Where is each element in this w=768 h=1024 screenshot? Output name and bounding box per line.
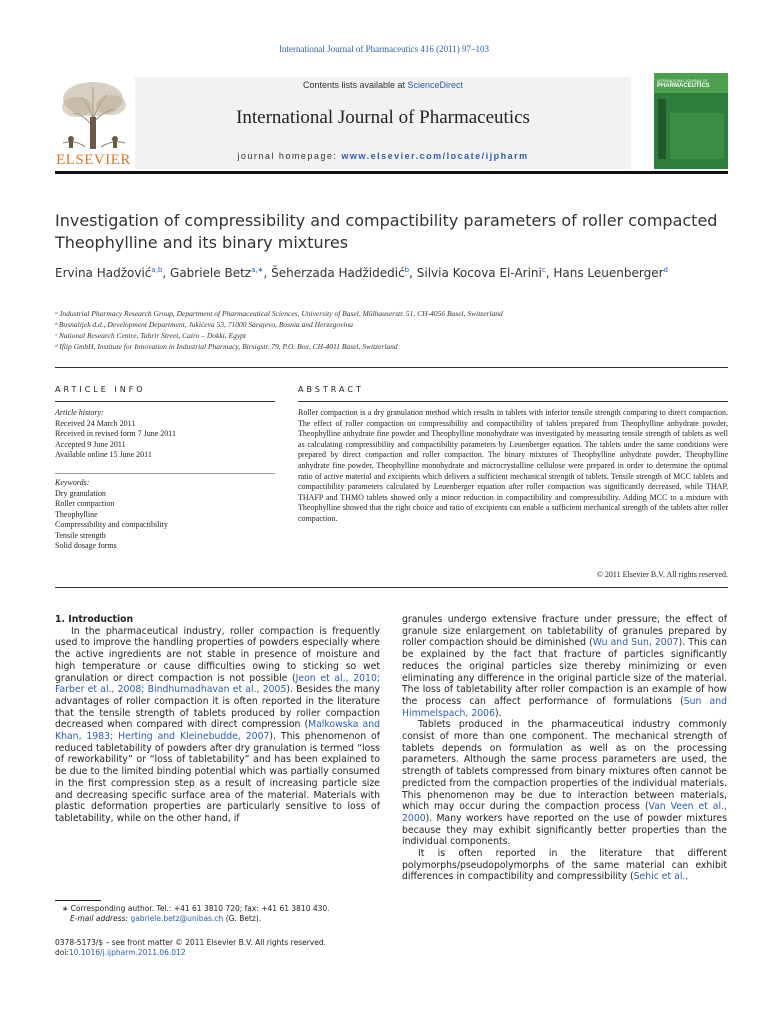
author-list	[55, 266, 745, 280]
cover-title	[657, 79, 727, 89]
email-link[interactable]: gabriele.betz@unibas.ch	[130, 914, 224, 923]
article-info-label: ARTICLE INFO	[55, 385, 146, 394]
keyword-item: Dry granulation	[55, 488, 106, 498]
tree-icon	[55, 77, 132, 151]
elsevier-logo	[55, 77, 132, 169]
article-info-rule	[55, 401, 275, 402]
keyword-item: Roller compaction	[55, 499, 115, 508]
email-line: E-mail address: gabriele.betz@unibas.ch (G. Betz).	[70, 914, 262, 923]
author-1[interactable]: Ervina Hadžović$^{a,b}$,	[55, 266, 171, 280]
paragraph: granules undergo extensive fracture under pressure, the effect of granule size enlargement on tabletability of granules prepared by roller compaction should be diminished (Wu and Sun, 2007). This can be explained by the fact that fracture of particles significantly reduces the original particles size thereby minimizing or even eliminating any difference in the original particle size of the material. The loss of tabletability after roller compaction is an example of how the process can affect performance of formulations (Sun and Himmelspach, 2006).	[402, 614, 727, 719]
meta-separator	[55, 473, 275, 474]
keyword-item: Solid dosage forms	[55, 541, 117, 550]
abstract-label: ABSTRACT	[298, 385, 364, 394]
affiliation-d: ᵈ Ifiip GmbH, Institute for Innovation in Industrial Pharmacy, Birsigstr. 79, P.O. Box, CH-4011 Basel, Switzerland	[55, 342, 398, 351]
header-rule	[55, 171, 728, 174]
history-revised: Received in revised form 7 June 2011	[55, 429, 177, 438]
history-received: Received 24 March 2011	[55, 418, 136, 428]
abstract-copyright: © 2011 Elsevier B.V. All rights reserved.	[596, 570, 728, 579]
masthead	[55, 77, 728, 169]
journal-cover	[654, 73, 728, 169]
reference-link[interactable]: Wu and Sun, 2007	[592, 637, 679, 649]
author-4[interactable]: Silvia Kocova El-Arini$^c$,	[416, 266, 554, 280]
author-3[interactable]: Šeherzada Hadžidedić$^b$,	[271, 266, 417, 280]
paragraph: It is often reported in the literature that different polymorphs/pseudopolymorphs of the same material can exhibit differences in compactibility and compressibility (Sehic et al.,	[402, 848, 727, 883]
abstract-rule	[298, 401, 728, 402]
divider	[55, 367, 728, 368]
author-5[interactable]: Hans Leuenberger$^d$	[553, 266, 668, 280]
reference-link[interactable]: Sun and Himmelspach, 2006	[402, 695, 727, 719]
paragraph: Tablets produced in the pharmaceutical industry commonly consist of more than one component. The mechanical strength of tablets depends on formulation as well as on the processing parameters. Although the same process parameters are used, the strength of tablets compressed from binary mixtures often cannot be predicted from the compaction properties of the individual materials. This phenomenon may be due to interaction between materials, which may occur during the compaction process (Van Veen et al., 2000). Many workers have reported on the use of powder mixtures because they may exhibit significantly better properties than the individual components.	[402, 719, 727, 848]
contents-line	[135, 80, 631, 90]
homepage-prefix: journal homepage:	[237, 151, 342, 161]
contents-prefix: Contents lists available at	[302, 80, 408, 90]
footnote-rule	[55, 900, 101, 901]
issn-line: 0378-5173/$ – see front matter © 2011 Elsevier B.V. All rights reserved.	[55, 938, 327, 947]
affiliation-c: ᶜ National Research Centre, Tahrir Street, Cairo – Dokki, Egypt	[55, 331, 246, 340]
article-title: Investigation of compressibility and compactibility parameters of roller compacted Theophylline and its binary mixtures	[55, 211, 718, 252]
issn-doi	[55, 938, 455, 958]
journal-citation[interactable]: International Journal of Pharmaceutics 416 (2011) 97–103	[278, 44, 490, 54]
cover-title-line-2: PHARMACEUTICS	[657, 83, 710, 89]
reference-link[interactable]: Van Veen et al., 2000	[402, 801, 727, 824]
doi-line: doi:10.1016/j.ijpharm.2011.06.012	[55, 948, 186, 957]
corresponding-author-note	[62, 904, 382, 924]
history-label: Article history:	[55, 408, 104, 417]
keywords-label: Keywords:	[55, 478, 90, 487]
doi-link[interactable]: 10.1016/j.ijpharm.2011.06.012	[68, 948, 186, 957]
right-column	[402, 614, 727, 883]
section-heading: 1. Introduction	[55, 614, 134, 625]
keyword-item: Tensile strength	[55, 530, 106, 540]
history-accepted: Accepted 9 June 2011	[55, 439, 126, 449]
journal-name: International Journal of Pharmaceutics	[236, 107, 530, 128]
affiliation-b: ᵇ Bosnalijek d.d., Development Department, Jukićeva 53, 71000 Sarajevo, Bosnia and Herzegovina	[55, 320, 353, 329]
keyword-item: Theophylline	[55, 509, 98, 519]
body-divider	[55, 587, 728, 588]
keywords	[55, 478, 275, 552]
keyword-item: Compressibility and compactibility	[55, 520, 168, 529]
corresponding-line: ∗ Corresponding author. Tel.: +41 61 3810 720; fax: +41 61 3810 430.	[62, 904, 330, 913]
sciencedirect-link[interactable]: ScienceDirect	[407, 80, 464, 90]
article-history	[55, 408, 275, 461]
abstract-text: Roller compaction is a dry granulation method which results in tablets with inferior tensile strength comparing to direct compaction. The effect of roller compaction on compressibility and compactibility of tablets prepared from Theophylline anhydrate powder, Theophylline anhydrate fine powder and Theophylline monohydrate was investigated by measuring tensile strength of tablets as well as calculating compressibility and compactibility parameters by Leuenberger equation. The tablets under the same conditions were prepared by direct compaction and roller compaction. The binary mixtures of Theophylline anhydrate powder, Theophylline anhydrate fine powder, Theophylline monohydrate and microcrystalline cellulose were prepared in order to determine the optimal ratio of active material and excipients which delivers a sufficient mechanical strength of tablets. Tensile strength of MCC tablets and compactibility parameters calculated by Leuenberger equation after roller compaction was significantly decreased, while THAP, THAFP and THMO tablets showed only a minor reduction in compactibility and compressibility. Adding MCC to a mixture with Theophylline showed that the right choice and ratio of excipients can enable a sufficient mechanical strength of the tablets after roller compaction.	[298, 408, 728, 523]
author-2[interactable]: Gabriele Betz$^{a,∗}$,	[170, 266, 272, 280]
cover-title-line-1: INTERNATIONAL JOURNAL OF	[657, 79, 708, 83]
reference-link[interactable]: Jeon et al., 2010; Farber et al., 2008; Bindhumadhavan et al., 2005	[55, 672, 380, 696]
affiliation-a: ᵃ Industrial Pharmacy Research Group, Department of Pharmaceutical Sciences, University of Basel, Mülhauserstr. 51, CH-4056 Basel, Switzerland	[55, 309, 503, 318]
left-column	[55, 614, 380, 825]
affiliations	[55, 308, 728, 352]
paragraph: In the pharmaceutical industry, roller compaction is frequently used to improve the handling properties of powders especially where the active ingredients are not stable in presence of moisture and high temperature or cause difficulties owing to sticking so wet granulation or direct compaction is not possible (Jeon et al., 2010; Farber et al., 2008; Bindhumadhavan et al., 2005). Besides the many advantages of roller compaction it is often reported in the literature that the tensile strength of tablets produced by roller compaction decreased when compared with direct compression (Malkowska and Khan, 1983; Herting and Kleinebudde, 2007). This phenomenon of reduced tabletability of powders after dry granulation is termed “loss of reworkability” or “loss of tabletability” and has been explained to be due to the limited binding potential which was partially consumed in the first compression step as a result of increasing particle size and decreasing specific surface area of the material. Materials with plastic deformation properties are particularly sensitive to loss of tabletability, while on the other hand, if	[55, 625, 381, 824]
reference-link[interactable]: Sehic et al.,	[633, 871, 689, 883]
journal-homepage	[135, 151, 631, 161]
homepage-link[interactable]: www.elsevier.com/locate/ijpharm	[341, 151, 529, 161]
journal-banner	[135, 77, 631, 169]
history-online: Available online 15 June 2011	[55, 450, 152, 459]
elsevier-wordmark: ELSEVIER	[56, 152, 131, 168]
reference-link[interactable]: Malkowska and Khan, 1983; Herting and Kleinebudde, 2007	[55, 719, 381, 743]
